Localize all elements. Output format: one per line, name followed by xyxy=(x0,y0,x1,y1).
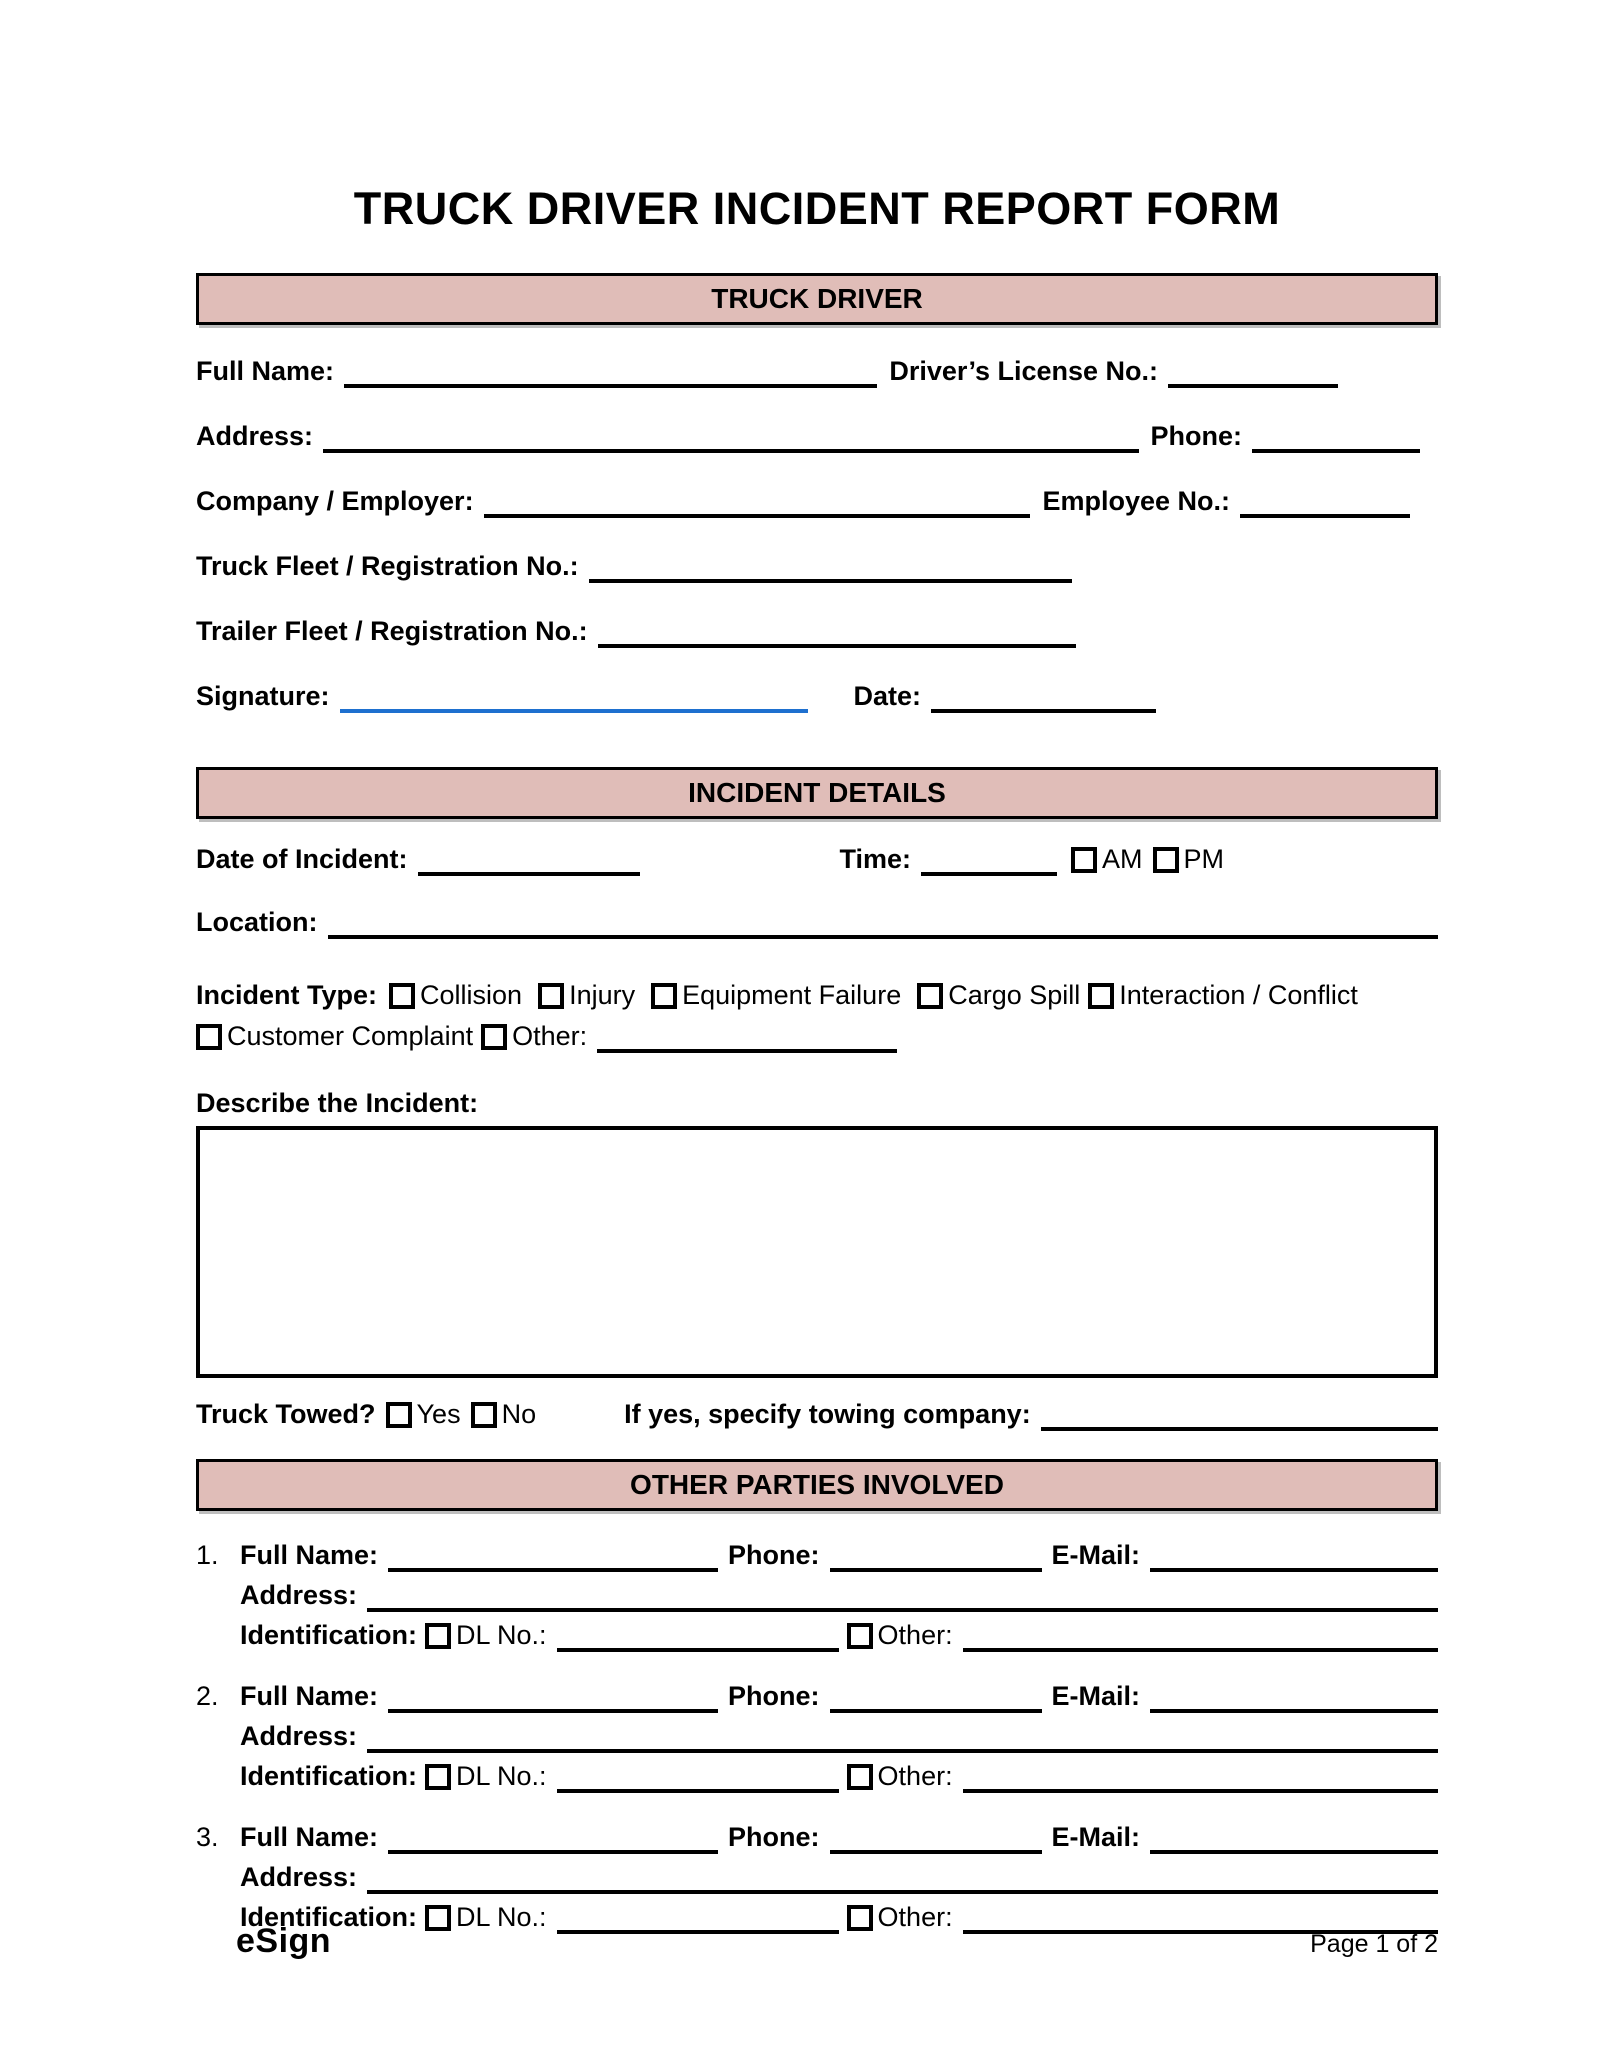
company-employer-label: Company / Employer: xyxy=(196,486,474,516)
party-dl-label: DL No.: xyxy=(456,1902,547,1932)
signature-date-line[interactable] xyxy=(931,683,1156,713)
party-address-label: Address: xyxy=(240,1862,358,1892)
party-address-row xyxy=(196,1720,1438,1753)
trailer-fleet-label: Trailer Fleet / Registration No.: xyxy=(196,616,588,646)
incident-type-row-2 xyxy=(196,1020,1438,1053)
party-full-name-line[interactable] xyxy=(388,1824,718,1854)
form-content xyxy=(196,0,1438,1934)
party-email-line[interactable] xyxy=(1150,1683,1438,1713)
incident-date-label: Date of Incident: xyxy=(196,844,408,874)
party-address-line[interactable] xyxy=(367,1582,1438,1612)
customer-complaint-checkbox[interactable] xyxy=(196,1024,222,1050)
party-block xyxy=(196,1680,1438,1793)
incident-type-row-1 xyxy=(196,979,1438,1012)
truck-fleet-row xyxy=(196,550,1438,583)
form-title: TRUCK DRIVER INCIDENT REPORT FORM xyxy=(353,183,1281,234)
trailer-fleet-line[interactable] xyxy=(598,618,1076,648)
party-full-name-label: Full Name: xyxy=(240,1822,379,1852)
party-email-label: E-Mail: xyxy=(1051,1822,1141,1852)
party-identification-label: Identification: xyxy=(240,1761,417,1791)
party-full-name-line[interactable] xyxy=(388,1683,718,1713)
party-dl-line[interactable] xyxy=(557,1622,839,1652)
interaction-conflict-label: Interaction / Conflict xyxy=(1119,980,1358,1010)
truck-fleet-label: Truck Fleet / Registration No.: xyxy=(196,551,579,581)
full-name-line[interactable] xyxy=(344,358,877,388)
section-header-incident-details xyxy=(196,767,1438,819)
equipment-failure-checkbox[interactable] xyxy=(651,983,677,1009)
party-number: 2. xyxy=(196,1681,219,1711)
towed-yes-label: Yes xyxy=(416,1399,461,1429)
party-block xyxy=(196,1821,1438,1934)
party-phone-label: Phone: xyxy=(728,1822,820,1852)
am-label: AM xyxy=(1102,844,1143,874)
drivers-license-label: Driver’s License No.: xyxy=(889,356,1158,386)
section-header-other-parties xyxy=(196,1459,1438,1511)
cargo-spill-checkbox[interactable] xyxy=(917,983,943,1009)
party-other-id-line[interactable] xyxy=(963,1763,1438,1793)
party-block xyxy=(196,1539,1438,1652)
incident-type-label: Incident Type: xyxy=(196,980,378,1010)
company-row xyxy=(196,485,1438,518)
section-header-incident-details-label: INCIDENT DETAILS xyxy=(688,777,946,808)
customer-complaint-label: Customer Complaint xyxy=(227,1021,474,1051)
party-other-id-label: Other: xyxy=(877,1761,953,1791)
truck-towed-row xyxy=(196,1398,1438,1431)
party-other-id-label: Other: xyxy=(877,1620,953,1650)
party-address-label: Address: xyxy=(240,1580,358,1610)
location-row xyxy=(196,906,1438,939)
towed-no-label: No xyxy=(501,1399,537,1429)
location-line[interactable] xyxy=(328,909,1439,939)
address-line[interactable] xyxy=(323,423,1138,453)
party-phone-label: Phone: xyxy=(728,1540,820,1570)
party-other-id-label: Other: xyxy=(877,1902,953,1932)
pm-label: PM xyxy=(1183,844,1225,874)
describe-incident-row xyxy=(196,1087,1438,1120)
party-phone-label: Phone: xyxy=(728,1681,820,1711)
section-header-truck-driver xyxy=(196,273,1438,325)
equipment-failure-label: Equipment Failure xyxy=(682,980,902,1010)
truck-towed-label: Truck Towed? xyxy=(196,1399,376,1429)
signature-label: Signature: xyxy=(196,681,330,711)
phone-label: Phone: xyxy=(1150,421,1242,451)
injury-label: Injury xyxy=(569,980,636,1010)
party-email-label: E-Mail: xyxy=(1051,1681,1141,1711)
interaction-conflict-checkbox[interactable] xyxy=(1088,983,1114,1009)
location-label: Location: xyxy=(196,907,318,937)
signature-line[interactable] xyxy=(340,683,808,713)
address-row xyxy=(196,420,1438,453)
party-full-name-line[interactable] xyxy=(388,1542,718,1572)
party-identification-label: Identification: xyxy=(240,1902,417,1932)
cargo-spill-label: Cargo Spill xyxy=(948,980,1081,1010)
party-phone-line[interactable] xyxy=(830,1542,1042,1572)
towed-no-checkbox[interactable] xyxy=(471,1402,497,1428)
party-name-row xyxy=(196,1680,1438,1713)
describe-incident-box[interactable] xyxy=(196,1126,1438,1378)
other-type-checkbox[interactable] xyxy=(481,1024,507,1050)
phone-line[interactable] xyxy=(1252,423,1420,453)
party-address-label: Address: xyxy=(240,1721,358,1751)
trailer-fleet-row xyxy=(196,615,1438,648)
employee-no-label: Employee No.: xyxy=(1042,486,1230,516)
describe-incident-label: Describe the Incident: xyxy=(196,1088,479,1118)
party-dl-label: DL No.: xyxy=(456,1761,547,1791)
drivers-license-line[interactable] xyxy=(1168,358,1338,388)
injury-checkbox[interactable] xyxy=(538,983,564,1009)
am-checkbox[interactable] xyxy=(1071,847,1097,873)
other-type-label: Other: xyxy=(512,1021,588,1051)
party-email-label: E-Mail: xyxy=(1051,1540,1141,1570)
party-phone-line[interactable] xyxy=(830,1683,1042,1713)
party-address-line[interactable] xyxy=(367,1723,1438,1753)
party-address-line[interactable] xyxy=(367,1864,1438,1894)
time-label: Time: xyxy=(839,844,912,874)
party-full-name-label: Full Name: xyxy=(240,1681,379,1711)
party-phone-line[interactable] xyxy=(830,1824,1042,1854)
party-identification-row xyxy=(196,1619,1438,1652)
incident-date-time-row xyxy=(196,843,1438,876)
party-dl-line[interactable] xyxy=(557,1763,839,1793)
party-identification-label: Identification: xyxy=(240,1620,417,1650)
party-identification-row xyxy=(196,1760,1438,1793)
party-name-row xyxy=(196,1539,1438,1572)
collision-checkbox[interactable] xyxy=(389,983,415,1009)
party-number: 3. xyxy=(196,1822,219,1852)
party-name-row xyxy=(196,1821,1438,1854)
company-employer-line[interactable] xyxy=(484,488,1031,518)
party-address-row xyxy=(196,1861,1438,1894)
party-dl-label: DL No.: xyxy=(456,1620,547,1650)
party-email-line[interactable] xyxy=(1150,1824,1438,1854)
party-full-name-label: Full Name: xyxy=(240,1540,379,1570)
employee-no-line[interactable] xyxy=(1240,488,1410,518)
full-name-row xyxy=(196,355,1438,388)
incident-date-line[interactable] xyxy=(418,846,640,876)
truck-fleet-line[interactable] xyxy=(589,553,1072,583)
time-line[interactable] xyxy=(921,846,1057,876)
page-footer xyxy=(196,1922,1438,1961)
address-label: Address: xyxy=(196,421,314,451)
other-type-line[interactable] xyxy=(597,1023,897,1053)
section-header-other-parties-label: OTHER PARTIES INVOLVED xyxy=(630,1469,1004,1500)
party-email-line[interactable] xyxy=(1150,1542,1438,1572)
party-dl-checkbox[interactable] xyxy=(425,1623,451,1649)
party-other-id-line[interactable] xyxy=(963,1622,1438,1652)
party-dl-checkbox[interactable] xyxy=(425,1764,451,1790)
signature-row xyxy=(196,680,1438,713)
signature-date-label: Date: xyxy=(853,681,922,711)
towing-company-line[interactable] xyxy=(1041,1401,1438,1431)
party-other-id-checkbox[interactable] xyxy=(847,1623,873,1649)
page-number: Page 1 of 2 xyxy=(1310,1930,1438,1958)
party-address-row xyxy=(196,1579,1438,1612)
esign-logo: eSign xyxy=(236,1922,332,1960)
towed-yes-checkbox[interactable] xyxy=(386,1402,412,1428)
collision-label: Collision xyxy=(420,980,523,1010)
section-header-truck-driver-label: TRUCK DRIVER xyxy=(711,283,923,314)
towing-company-label: If yes, specify towing company: xyxy=(624,1399,1031,1429)
party-number: 1. xyxy=(196,1540,219,1570)
full-name-label: Full Name: xyxy=(196,356,335,386)
party-other-id-checkbox[interactable] xyxy=(847,1764,873,1790)
pm-checkbox[interactable] xyxy=(1153,847,1179,873)
